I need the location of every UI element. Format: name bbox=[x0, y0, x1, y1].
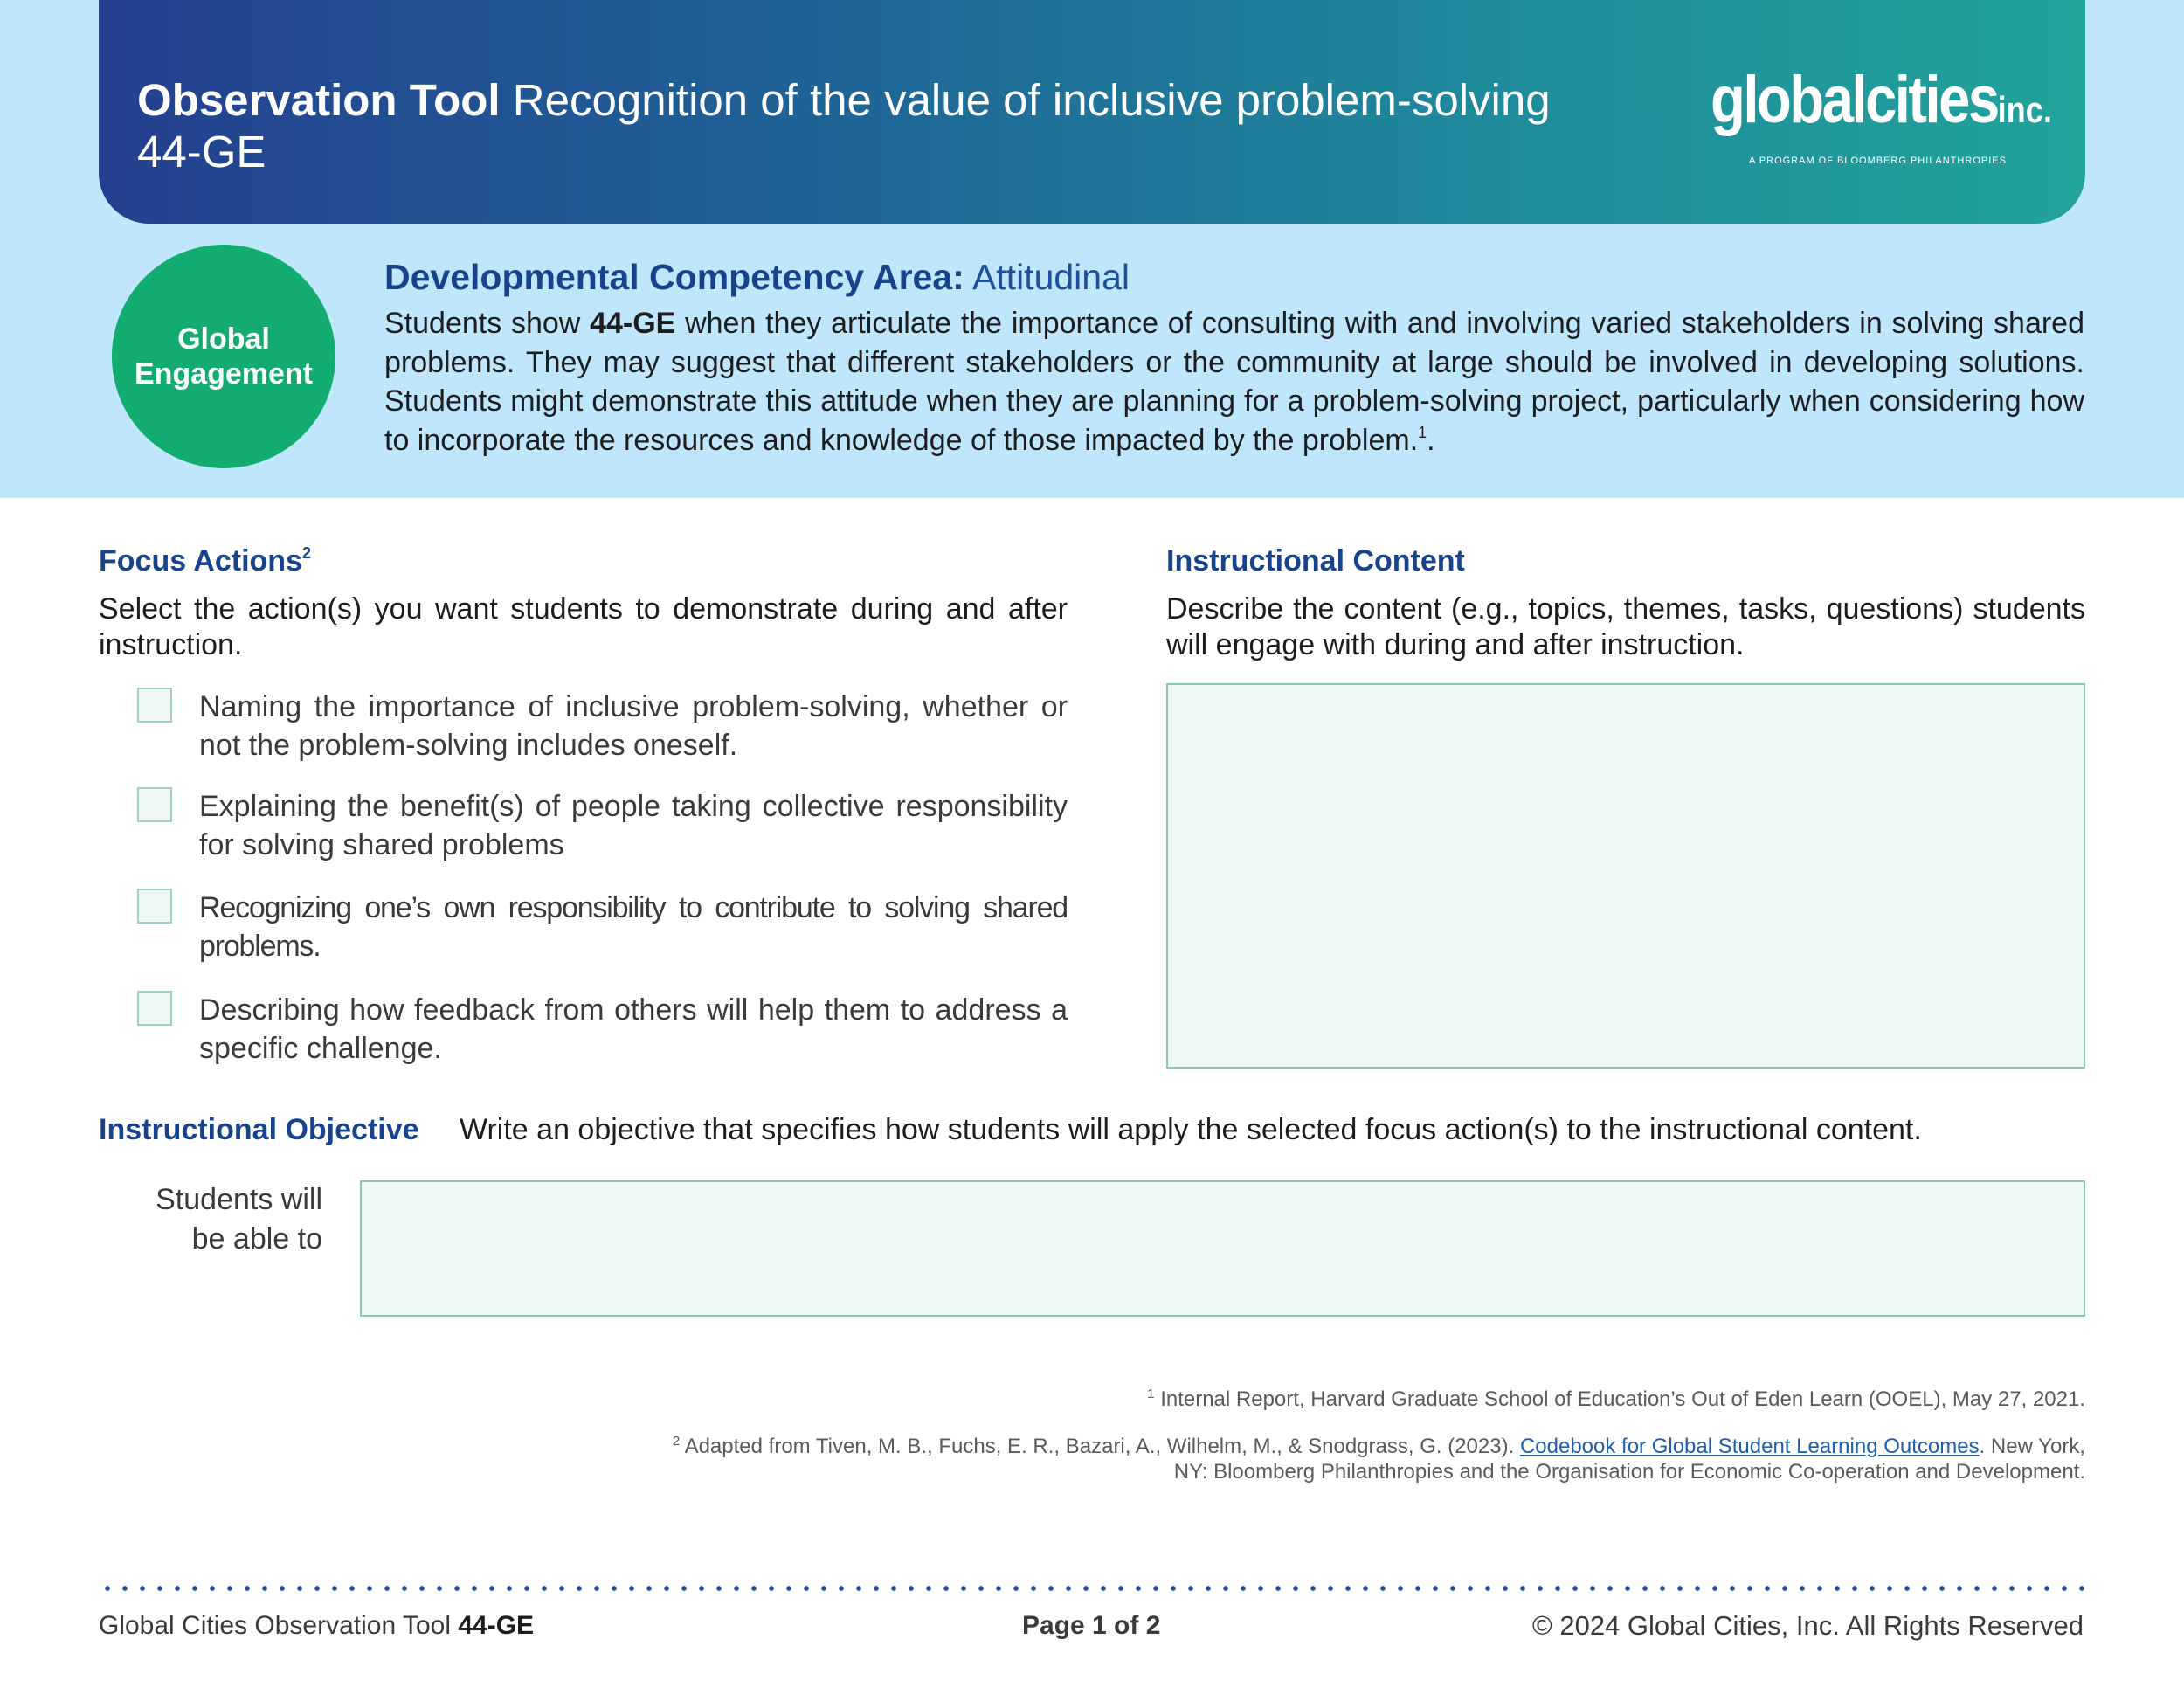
global-cities-logo bbox=[1711, 61, 2052, 175]
desc-rest: when they articulate the importance of consulting with and involving varied stakeholders in solving shared problems. They may suggest that different stakeholders or the community at large should be involved in developing solutions. Students might demonstrate this attitude when they are planning for a problem-solving project, particularly when considering how to incorporate the resources and knowledge of those impacted by the problem. bbox=[384, 307, 2085, 457]
footer-tool-name bbox=[99, 1610, 534, 1642]
desc-code: 44-GE bbox=[590, 307, 676, 340]
focus-action-checkbox[interactable] bbox=[137, 688, 172, 723]
focus-action-checkbox[interactable] bbox=[137, 787, 172, 822]
global-engagement-badge bbox=[112, 245, 335, 468]
footnote-2-suffix: . New York, NY: Bloomberg Philanthropies and the Organisation for Economic Co-operation and Development. bbox=[1173, 1435, 2085, 1484]
students-line1: Students will bbox=[156, 1183, 322, 1216]
codebook-link[interactable]: Codebook for Global Student Learning Outcomes bbox=[1519, 1435, 1980, 1458]
footer-divider bbox=[99, 1586, 2085, 1591]
desc-footnote-ref: 1 bbox=[1418, 423, 1427, 441]
focus-action-label: Recognizing one’s own responsibility to contribute to solving shared problems. bbox=[199, 891, 1068, 963]
footer-left-text: Global Cities Observation Tool bbox=[99, 1611, 451, 1640]
page-title bbox=[137, 73, 1551, 128]
instructional-content-heading: Instructional Content bbox=[1166, 544, 1465, 578]
focus-actions-heading-text: Focus Actions bbox=[99, 544, 302, 578]
competency-area: Attitudinal bbox=[971, 257, 1130, 297]
focus-action-checkbox[interactable] bbox=[137, 889, 172, 924]
focus-actions-heading bbox=[99, 542, 311, 580]
badge-line2: Engagement bbox=[134, 357, 314, 391]
footnote-1-marker: 1 bbox=[1147, 1387, 1155, 1401]
tool-code: 44-GE bbox=[137, 127, 266, 176]
instructional-objective-heading: Instructional Objective bbox=[99, 1113, 419, 1146]
footnote-1-text: Internal Report, Harvard Graduate School of Education’s Out of Eden Learn (OOEL), May 27, 2021. bbox=[1160, 1387, 2085, 1411]
logo-word: globalcities bbox=[1711, 63, 1998, 137]
instructional-objective-input[interactable] bbox=[360, 1180, 2085, 1317]
footer-code: 44-GE bbox=[458, 1611, 535, 1640]
competency-description bbox=[384, 304, 2084, 460]
focus-action-label: Naming the importance of inclusive problem-solving, whether or not the problem-solving includes oneself. bbox=[199, 690, 1068, 762]
tool-title: Recognition of the value of inclusive problem-solving bbox=[512, 75, 1551, 125]
desc-prefix: Students show bbox=[384, 307, 581, 340]
desc-end: . bbox=[1427, 423, 1435, 457]
logo-suffix: inc. bbox=[1997, 89, 2052, 130]
focus-actions-footnote-ref: 2 bbox=[302, 544, 312, 562]
footnote-2 bbox=[664, 1434, 2085, 1484]
students-will-label bbox=[99, 1180, 322, 1259]
focus-actions-intro: Select the action(s) you want students to demonstrate during and after instruction. bbox=[99, 592, 1068, 661]
instructional-content-intro: Describe the content (e.g., topics, themes, tasks, questions) students will engage with during and after instruction. bbox=[1166, 592, 2085, 661]
footnote-2-prefix: Adapted from Tiven, M. B., Fuchs, E. R., Bazari, A., Wilhelm, M., & Snodgrass, G. (2023). bbox=[684, 1435, 1515, 1458]
focus-action-label: Describing how feedback from others will help them to address a specific challenge. bbox=[199, 993, 1068, 1065]
instructional-content-input[interactable] bbox=[1166, 683, 2085, 1069]
focus-action-label: Explaining the benefit(s) of people taking collective responsibility for solving shared problems bbox=[199, 790, 1068, 861]
instructional-objective-prompt: Write an objective that specifies how students will apply the selected focus action(s) to the instructional content. bbox=[460, 1113, 1922, 1146]
footnote-1 bbox=[664, 1387, 2085, 1412]
footnote-2-marker: 2 bbox=[672, 1434, 681, 1449]
logo-tagline: A PROGRAM OF BLOOMBERG PHILANTHROPIES bbox=[1749, 156, 2007, 166]
tool-label: Observation Tool bbox=[137, 75, 501, 125]
competency-label: Developmental Competency Area: bbox=[384, 257, 964, 297]
logo-wordmark bbox=[1711, 61, 2052, 149]
badge-line1: Global bbox=[177, 322, 270, 356]
students-line2: be able to bbox=[191, 1222, 322, 1256]
copyright: © 2024 Global Cities, Inc. All Rights Reserved bbox=[1531, 1610, 2084, 1641]
competency-title bbox=[384, 254, 1130, 300]
focus-action-checkbox[interactable] bbox=[137, 991, 172, 1026]
page-number: Page 1 of 2 bbox=[1022, 1611, 1161, 1640]
